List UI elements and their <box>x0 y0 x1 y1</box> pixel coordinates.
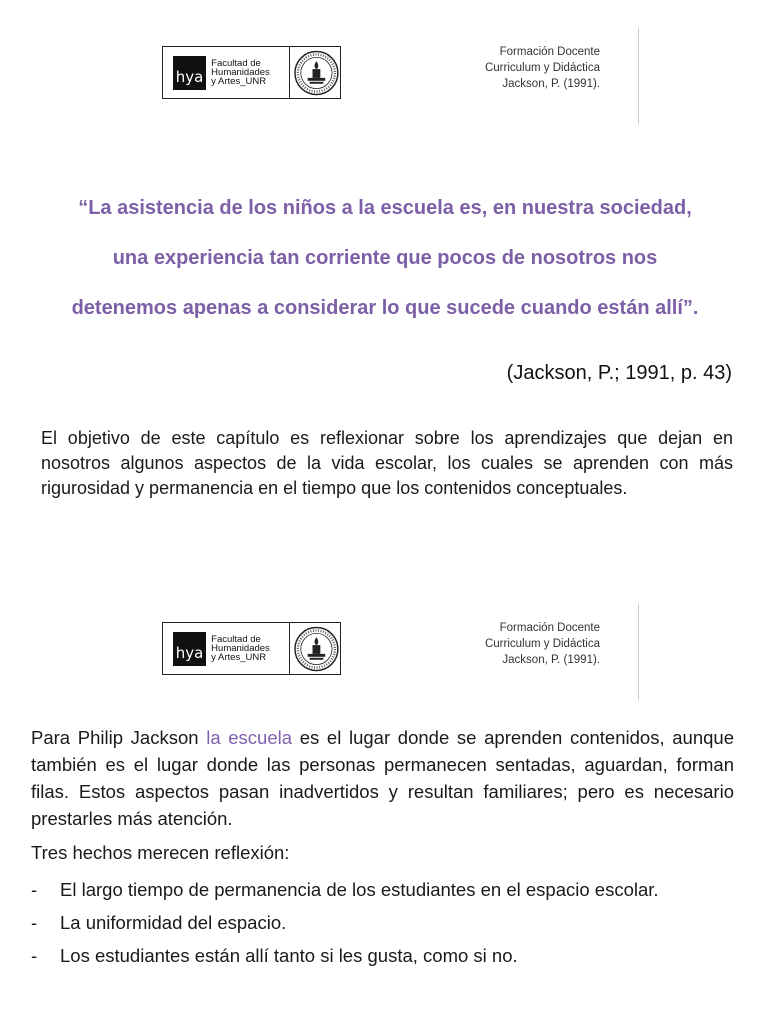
bullet-marker: - <box>31 945 38 966</box>
header-ref-line: Jackson, P. (1991). <box>502 654 600 666</box>
facts-intro: Tres hechos merecen reflexión: <box>31 842 290 863</box>
faculty-name-line: Facultad de <box>211 58 261 69</box>
header-vertical-rule <box>638 28 639 124</box>
faculty-name <box>211 59 289 86</box>
faculty-name-line: y Artes_UNR <box>211 652 267 663</box>
faculty-name-line: y Artes_UNR <box>211 76 267 87</box>
quote-line: detenemos apenas a considerar lo que sucede cuando están allí”. <box>71 297 699 319</box>
list-item <box>31 942 734 969</box>
chapter-objective-paragraph: El objetivo de este capítulo es reflexionar sobre los aprendizajes que dejan en nosotros algunos aspectos de la vida escolar, los cuales se aprenden con más rigurosidad y permanencia en el tiempo que los contenidos conceptuales. <box>41 428 733 498</box>
university-seal-icon <box>293 49 340 97</box>
university-seal-icon <box>293 625 340 673</box>
quote-citation: (Jackson, P.; 1991, p. 43) <box>506 362 732 384</box>
header-vertical-rule <box>638 604 639 700</box>
faculty-name-line: Humanidades <box>211 643 270 654</box>
faculty-logo <box>162 622 341 675</box>
quote-line: una experiencia tan corriente que pocos de nosotros nos <box>112 247 658 269</box>
header-reference <box>485 44 600 92</box>
bullet-marker: - <box>31 912 38 933</box>
faculty-name <box>211 635 289 662</box>
faculty-name-line: Humanidades <box>211 67 270 78</box>
jackson-quote <box>30 183 740 333</box>
list-item <box>31 876 734 903</box>
hya-logo-mark: hya <box>173 632 206 666</box>
list-item <box>31 909 734 936</box>
header-ref-line: Formación Docente <box>499 622 600 634</box>
header-ref-line: Formación Docente <box>499 46 600 58</box>
list-item-text: El largo tiempo de permanencia de los estudiantes en el espacio escolar. <box>60 879 659 900</box>
highlighted-term: la escuela <box>206 727 293 748</box>
quote-line: “La asistencia de los niños a la escuela es, en nuestra sociedad, <box>78 197 692 219</box>
bullet-marker: - <box>31 879 38 900</box>
header-ref-line: Curriculum y Didáctica <box>484 638 600 650</box>
hya-logo-mark: hya <box>173 56 206 90</box>
slide-2 <box>0 576 768 1024</box>
paragraph-text: es el lugar donde se aprenden contenidos, aunque también es el lugar donde las personas permanecen sentadas, aguardan, forman filas. Estos aspectos pasan inadvertidos y resultan familiares; pero es necesario prestarles más atención. <box>31 727 734 829</box>
header-ref-line: Jackson, P. (1991). <box>502 78 600 90</box>
logo-divider <box>289 623 290 674</box>
list-item-text: Los estudiantes están allí tanto si les gusta, como si no. <box>60 945 518 966</box>
list-item-text: La uniformidad del espacio. <box>60 912 287 933</box>
logo-divider <box>289 47 290 98</box>
header-ref-line: Curriculum y Didáctica <box>484 62 600 74</box>
jackson-school-paragraph <box>31 724 734 832</box>
faculty-name-line: Facultad de <box>211 634 261 645</box>
paragraph-text: Para Philip Jackson <box>31 727 207 748</box>
header-reference <box>485 620 600 668</box>
faculty-logo <box>162 46 341 99</box>
facts-list <box>31 876 734 975</box>
